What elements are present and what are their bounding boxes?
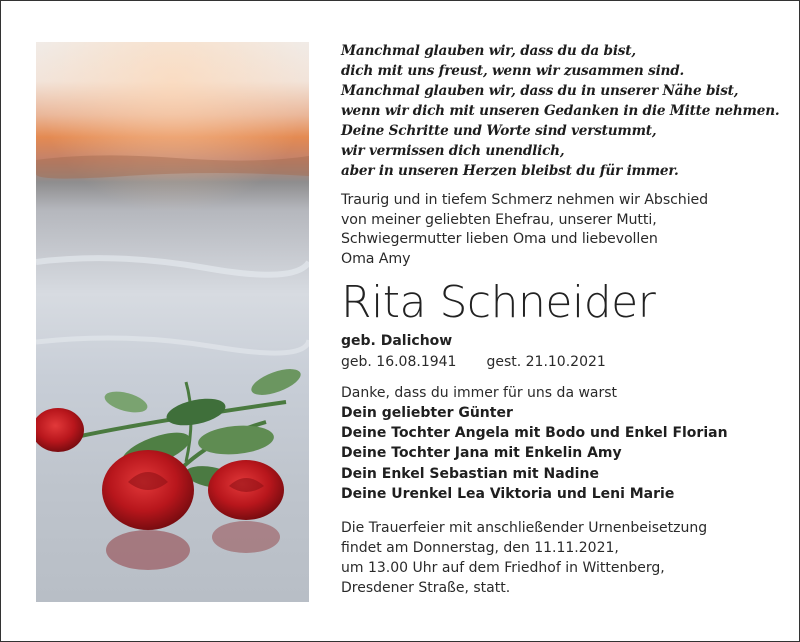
service-line: Die Trauerfeier mit anschließender Urnenbeisetzung bbox=[341, 520, 708, 537]
poem-line: wenn wir dich mit unseren Gedanken in die Mitte nehmen. bbox=[341, 103, 780, 119]
family-line: Dein geliebter Günter bbox=[341, 405, 513, 421]
service-line: findet am Donnerstag, den 11.11.2021, bbox=[341, 540, 619, 557]
family-signatures bbox=[341, 403, 786, 504]
thanks-line: Danke, dass du immer für uns da warst bbox=[341, 385, 618, 401]
farewell-text bbox=[341, 191, 786, 269]
life-dates bbox=[341, 351, 786, 373]
family-line: Deine Urenkel Lea Viktoria und Leni Marie bbox=[341, 485, 675, 502]
roses-photo bbox=[36, 42, 309, 602]
notice-text bbox=[341, 41, 786, 598]
intro-line: Schwiegermutter lieben Oma und liebevollen bbox=[341, 231, 658, 247]
poem-line: Manchmal glauben wir, dass du da bist, bbox=[341, 43, 636, 59]
intro-line: von meiner geliebten Ehefrau, unserer Mutti, bbox=[341, 211, 657, 228]
birth-date: geb. 16.08.1941 bbox=[341, 354, 457, 370]
poem-line: wir vermissen dich unendlich, bbox=[341, 143, 565, 159]
maiden-name: geb. Dalichow bbox=[341, 333, 453, 349]
poem-line: aber in unseren Herzen bleibst du für immer. bbox=[341, 163, 679, 179]
family-line: Deine Tochter Angela mit Bodo und Enkel Florian bbox=[341, 425, 728, 442]
intro-line: Traurig und in tiefem Schmerz nehmen wir Abschied bbox=[341, 192, 709, 208]
deceased-name: Rita Schneider bbox=[341, 277, 656, 328]
roses-on-water-image bbox=[36, 42, 309, 602]
poem-line: Deine Schritte und Worte sind verstummt, bbox=[341, 123, 657, 139]
poem bbox=[341, 41, 786, 181]
family-line: Dein Enkel Sebastian mit Nadine bbox=[341, 465, 599, 482]
service-line: um 13.00 Uhr auf dem Friedhof in Wittenberg, bbox=[341, 560, 665, 577]
family-line: Deine Tochter Jana mit Enkelin Amy bbox=[341, 445, 622, 462]
poem-line: dich mit uns freust, wenn wir zusammen sind. bbox=[341, 63, 685, 79]
death-date: gest. 21.10.2021 bbox=[486, 354, 606, 370]
service-line: Dresdener Straße, statt. bbox=[341, 580, 511, 597]
poem-line: Manchmal glauben wir, dass du in unserer Nähe bist, bbox=[341, 83, 739, 99]
intro-line: Oma Amy bbox=[341, 250, 411, 267]
funeral-service-info bbox=[341, 518, 786, 598]
